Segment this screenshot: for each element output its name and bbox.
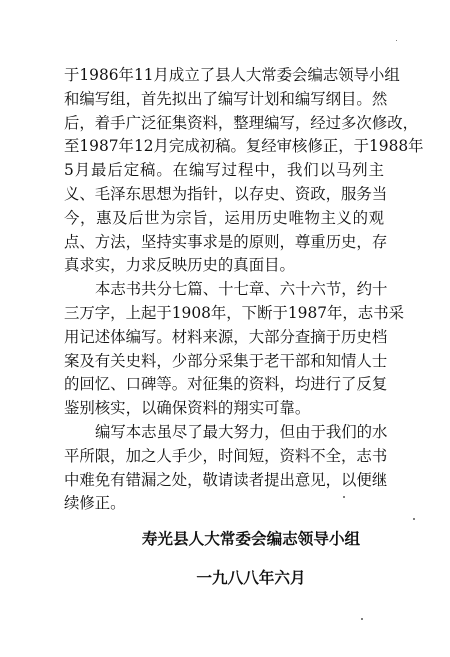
text-line: 义、毛泽东思想为指针，以存史、资政，服务当 — [64, 184, 388, 203]
scan-speck — [343, 496, 345, 498]
text-line: 续修正。 — [64, 494, 126, 513]
text-line: 后，着手广泛征集资料，整理编写，经过多次修改， — [64, 113, 418, 132]
text-line: 5月最后定稿。在编写过程中，我们以马列主 — [64, 161, 384, 180]
text-line: 点、方法，坚持实事求是的原则，尊重历史，存 — [64, 232, 388, 251]
text-line: 至1987年12月完成初稿。复经审核修正，于1988年 — [64, 137, 424, 156]
text-line: 今，惠及后世为宗旨，运用历史唯物主义的观 — [64, 208, 384, 227]
text-line: 的回忆、口碑等。对征集的资料，均进行了反复 — [64, 375, 388, 394]
text-line: 编写本志虽尽了最大努力，但由于我们的水 — [95, 422, 388, 441]
text-line: 鉴别核实，以确保资料的翔实可靠。 — [64, 399, 311, 418]
text-line: 平所限，加之人手少，时间短，资料不全，志书 — [64, 446, 388, 465]
scan-speck — [413, 518, 415, 520]
signature-organization: 寿光县人大常委会编志领导小组 — [141, 529, 361, 548]
scan-speck — [396, 40, 397, 41]
text-line: 本志书共分七篇、十七章、六十六节，约十 — [95, 280, 388, 299]
text-line: 三万字，上起于1908年，下断于1987年，志书采 — [64, 303, 404, 322]
scan-speck — [361, 618, 363, 620]
signature-date: 一九八八年六月 — [196, 568, 306, 587]
text-line: 真求实，力求反映历史的真面目。 — [64, 256, 295, 275]
preface-body — [64, 64, 424, 516]
text-line: 中难免有错漏之处，敬请读者提出意见，以便继 — [64, 470, 388, 489]
text-line: 案及有关史料，少部分采集于老干部和知情人士 — [64, 351, 388, 370]
text-line: 用记述体编写。材料来源，大部分查摘于历史档 — [64, 327, 388, 346]
text-line: 于1986年11月成立了县人大常委会编志领导小组 — [64, 66, 400, 84]
text-line: 和编写组，首先拟出了编写计划和编写纲目。然 — [64, 89, 388, 108]
